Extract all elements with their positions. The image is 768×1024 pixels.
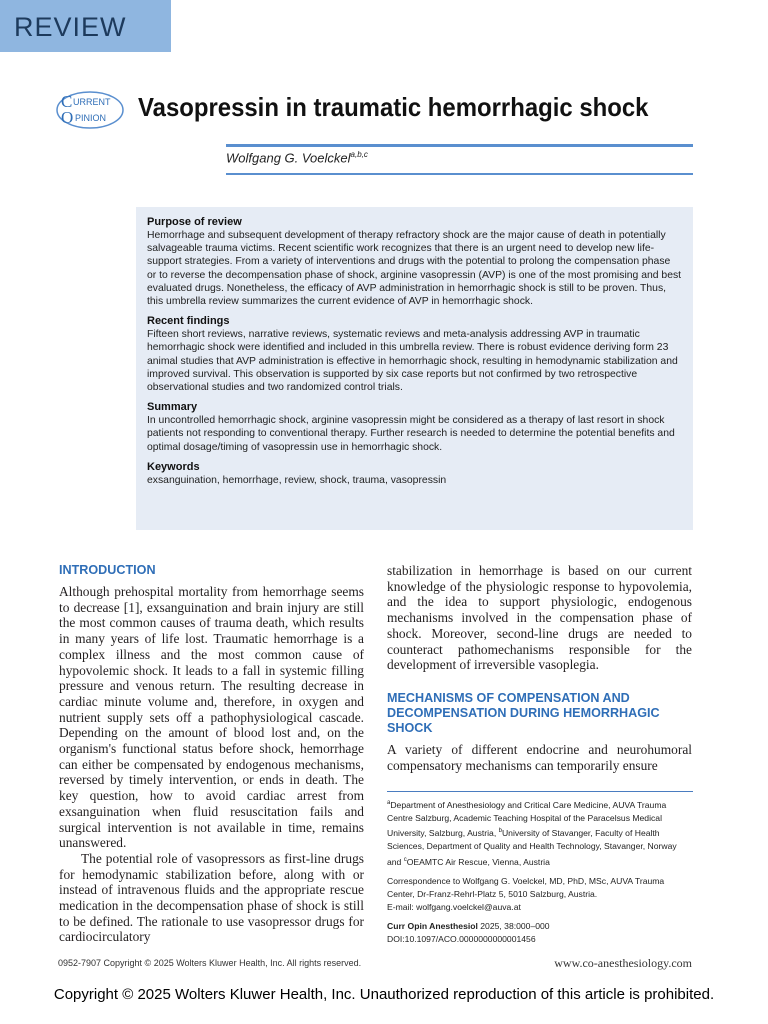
- author-rule-top: [226, 144, 693, 147]
- author-line: [226, 150, 368, 165]
- author-rule-bottom: [226, 173, 693, 175]
- author-affiliations: a,b,c: [350, 150, 368, 159]
- abstract-summary-heading: Summary: [147, 401, 198, 414]
- section-tab: [0, 0, 171, 52]
- abstract-purpose: [147, 216, 682, 308]
- mechanisms-heading: MECHANISMS OF COMPENSATION AND DECOMPENSATION DURING HEMORRHAGIC SHOCK: [387, 690, 660, 735]
- abstract-summary-text: In uncontrolled hemorrhagic shock, arginine vasopressin might be considered as a therapy of last resort in shock patients not responding to conventional therapy. Further research is needed to determine the potential benefits and optimal dosage/timing of vasopressin use in hemorrhagic shock.: [147, 415, 675, 453]
- abstract-findings-text: Fifteen short reviews, narrative reviews, systematic reviews and meta-analysis addressing AVP in traumatic hemorrhagic shock were identified and included in this umbrella review. There is robust evidence deriving form 23 animal studies that AVP administration is effective in hemorrhagic shock, resulting in hemodynamic stabilization and improved survival. This observation is supported by six case reports but not confirmed by two retrospective observational studies and two randomized control trials.: [147, 329, 678, 394]
- mechanisms-paragraph-1: A variety of different endocrine and neurohumoral compensatory mechanisms can temporarily ensure: [387, 741, 692, 773]
- journal-citation: Curr Opin Anesthesiol 2025, 38:000–000 DOI:10.1097/ACO.0000000000001456: [387, 921, 550, 945]
- section-tab-label: REVIEW: [14, 12, 127, 42]
- unauthorized-reproduction-notice: Copyright © 2025 Wolters Kluwer Health, Inc. Unauthorized reproduction of this article is prohibited.: [53, 986, 715, 1003]
- left-column: [59, 563, 364, 945]
- abstract-findings-heading: Recent findings: [147, 315, 230, 328]
- introduction-paragraph-2-continued: stabilization in hemorrhage is based on our current knowledge of the physiologic response to hypovolemia, and the idea to support physiologic, endogenous mechanisms involved in the compensation phase of shock. Moreover, second-line drugs are needed to counteract pathomechanisms responsible for the development of irreversible vasoplegia.: [387, 563, 692, 673]
- right-column: [387, 563, 692, 773]
- abstract-purpose-heading: Purpose of review: [147, 216, 242, 228]
- author-name: Wolfgang G. Voelckel: [226, 150, 351, 166]
- abstract-findings: [147, 315, 682, 394]
- email-link[interactable]: E-mail: wolfgang.voelckel@auva.at: [387, 902, 521, 912]
- abstract-purpose-text: Hemorrhage and subsequent development of therapy refractory shock are the major cause of death in potentially salvageable trauma victims. Recent scientific work recognizes that there is an urgent need to develop new life-support strategies. From a variety of interventions and drugs with the potential to prolong the compensation phase or to reverse the decompensation phase of shock, arginine vasopressin (AVP) is one of the most promising and best evaluated drugs. Nonetheless, the efficacy of AVP administration in hemorrhagic shock is still to be proven. Thus, this umbrella review summarizes the current evidence of AVP in hemorrhagic shock.: [147, 230, 682, 308]
- abstract-box: [136, 207, 693, 530]
- article-title: Vasopressin in traumatic hemorrhagic shock: [138, 92, 649, 122]
- footer-website-link[interactable]: www.co-anesthesiology.com: [554, 956, 692, 970]
- current-opinion-logo: [55, 90, 125, 130]
- footer-copyright: 0952-7907 Copyright © 2025 Wolters Kluwer Health, Inc. All rights reserved.: [58, 958, 362, 968]
- introduction-paragraph-1: Although prehospital mortality from hemorrhage seems to decrease [1], exsanguination and brain injury are still the most common causes of trauma death, which results in many years of life lost. Traumatic hemorrhage is a complex illness and the most common cause of hypovolemic shock. It leads to a fall in systemic filling pressure and venous return. The resulting decrease in cardiac minute volume and, therefore, in oxygen and nutrient supply sets off a pathophysiological cascade. Depending on the amount of blood lost and, on the organism's functional status before shock, hemorrhage can either be compensated by endogenous mechanisms, reversed by timely intervention, or ends in death. The key question, how to avoid cardiac arrest from exsanguination when fluid resuscitation fails and surgical intervention is not available in time, remains unanswered.: [59, 584, 364, 851]
- abstract-keywords: [147, 461, 682, 487]
- logo-line1: URRENT: [73, 97, 111, 107]
- introduction-heading: INTRODUCTION: [59, 563, 156, 577]
- footnotes: [387, 791, 693, 953]
- abstract-keywords-heading: Keywords: [147, 460, 200, 473]
- logo-letter-c: C: [61, 92, 73, 111]
- doi: DOI:10.1097/ACO.0000000000001456: [387, 934, 536, 945]
- abstract-summary: [147, 401, 682, 454]
- logo-letter-o: O: [61, 108, 74, 127]
- introduction-paragraph-2: The potential role of vasopressors as first-line drugs for hemodynamic stabilization before, along with or instead of intravenous fluids and the appropriate rescue medication in the decompensation phase of shock is still to be defined. The rationale to use vasopressor drugs for cardiocirculatory: [59, 850, 364, 945]
- affiliations-footnote: $^a$Department of Anesthesiology and Critical Care Medicine, AUVA Trauma Centre Salzburg, Academic Teaching Hospital of the Paracelsus Medical University, Salzburg, Austria, $^b$University of Stavanger, Faculty of Health Sciences, Department of Quality and Health Technology, Stavanger, Norway and $^c$OEAMTC Air Rescue, Vienna, Austria: [387, 799, 677, 867]
- logo-line2: PINION: [75, 113, 107, 123]
- correspondence-footnote: Correspondence to Wolfgang G. Voelckel, MD, PhD, MSc, AUVA Trauma Center, Dr-Franz-Rehrl-Platz 5, 5010 Salzburg, Austria. E-mail: wolfgang.voelckel@auva.at: [387, 875, 665, 912]
- abstract-keywords-text: exsanguination, hemorrhage, review, shock, trauma, vasopressin: [147, 474, 447, 486]
